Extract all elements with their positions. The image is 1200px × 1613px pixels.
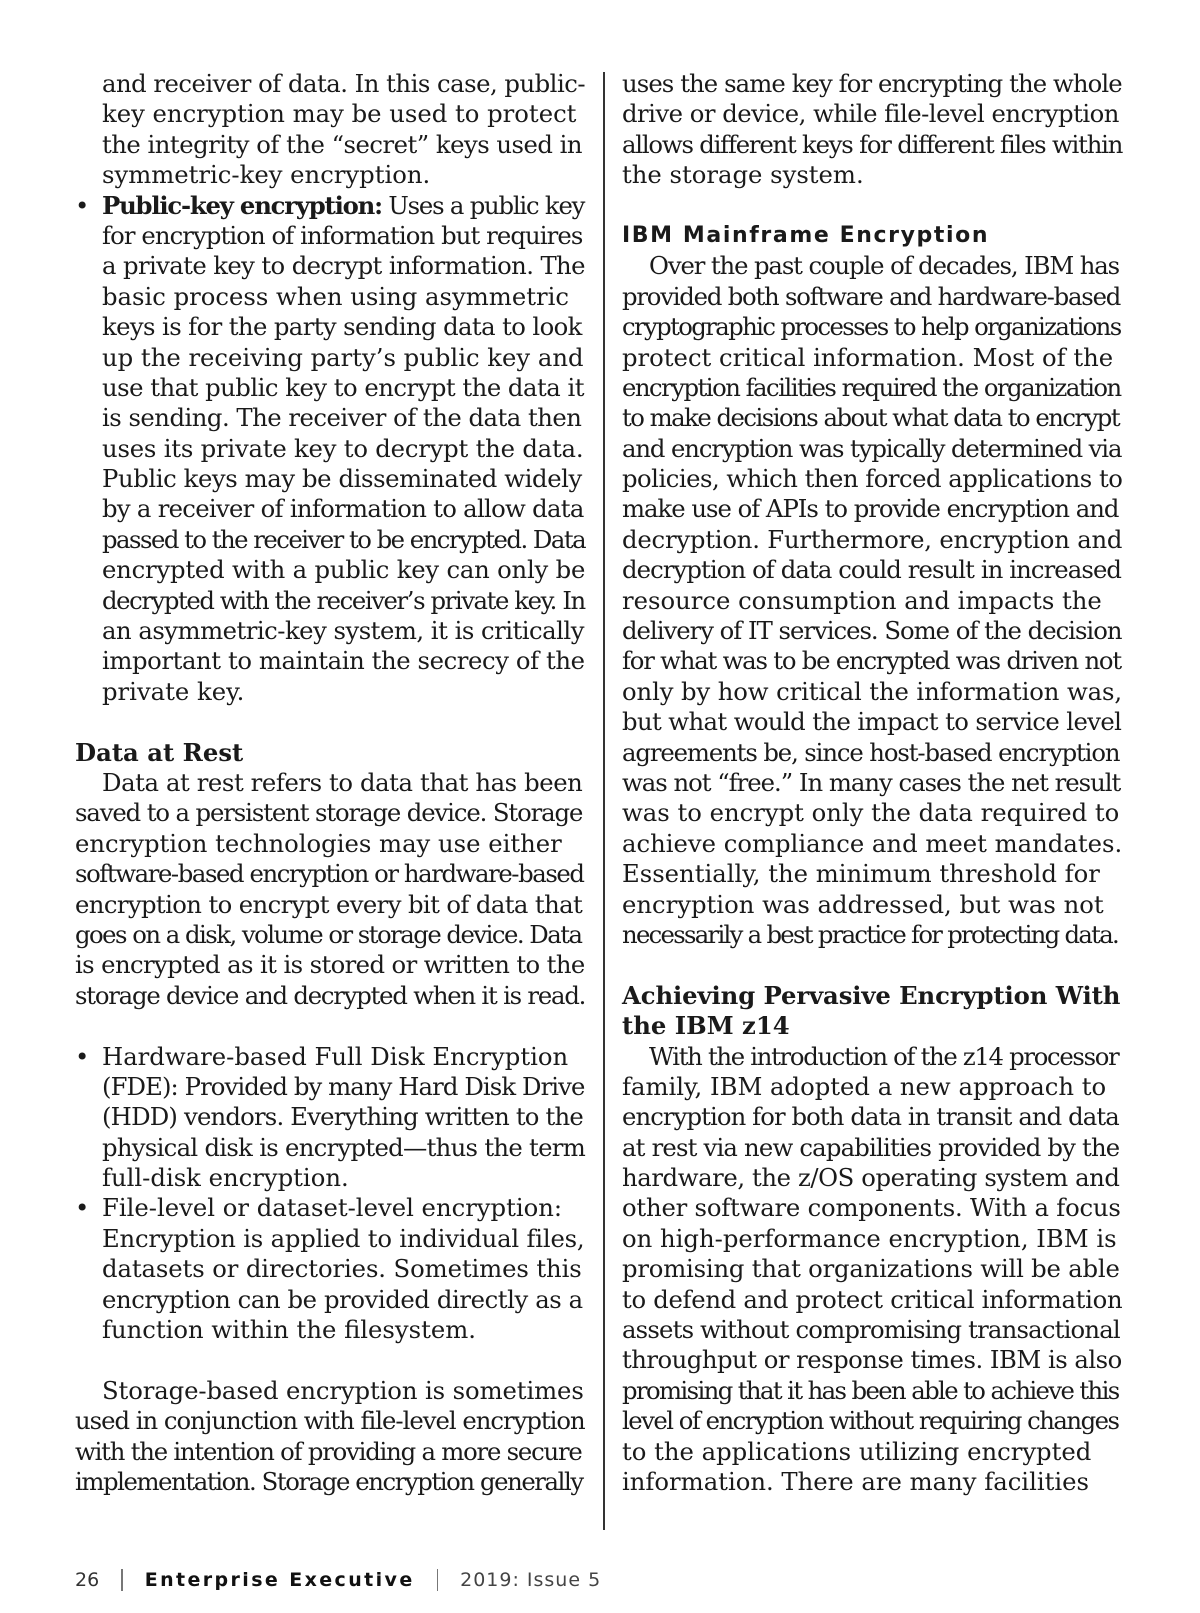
text-line: protect critical information. Most of the [622, 342, 1114, 372]
section-heading-ibm-mainframe-encryption: IBM Mainframe Encryption [622, 222, 990, 248]
text-line: storage device and decrypted when it is read. [75, 980, 586, 1010]
text-line: to defend and protect critical information [622, 1284, 1123, 1314]
text-line: Over the past couple of decades, IBM has [649, 251, 1120, 281]
text-line: was to encrypt only the data required to [622, 798, 1120, 828]
text-line: other software components. With a focus [622, 1193, 1121, 1223]
text-line: was not “free.” In many cases the net result [622, 767, 1121, 797]
bullet-dot-icon: • [75, 1193, 90, 1223]
text-line: uses its private key to decrypt the data. [102, 433, 584, 463]
z14-paragraph [622, 1042, 1122, 1498]
text-line: agreements be, since host-based encryption [622, 737, 1120, 767]
text-line: is encrypted as it is stored or written to the [75, 950, 585, 980]
spacer [75, 1345, 585, 1375]
right-continuation [622, 69, 1122, 191]
text-line: up the receiving party’s public key and [102, 342, 584, 372]
spacer [622, 191, 1122, 221]
text-line: Storage-based encryption is sometimes [102, 1375, 584, 1405]
text-line: encryption can be provided directly as a [102, 1284, 583, 1314]
text-line: provided both software and hardware-based [622, 281, 1121, 311]
text-line: Essentially, the minimum threshold for [622, 859, 1100, 889]
text-line: decrypted with the receiver’s private key. In [102, 585, 585, 615]
text-line: by a receiver of information to allow data [102, 494, 584, 524]
text-line: the storage system. [622, 160, 864, 190]
text-line: with the intention of providing a more secure [75, 1436, 582, 1466]
bullet-text: Hardware-based Full Disk Encryption [102, 1041, 569, 1071]
text-line: promising that organizations will be able [622, 1254, 1120, 1284]
text-line: throughput or response times. IBM is also [622, 1345, 1122, 1375]
text-line: the integrity of the “secret” keys used in [102, 129, 583, 159]
spacer [75, 1011, 585, 1041]
bullet-public-key-encryption [75, 191, 585, 708]
text-line: but what would the impact to service level [622, 707, 1122, 737]
bullet-first-line [75, 191, 585, 221]
bullet-dot-icon: • [75, 190, 89, 220]
text-line: keys is for the party sending data to look [102, 312, 582, 342]
text-line: drive or device, while file-level encryption [622, 99, 1119, 129]
data-at-rest-paragraph [75, 768, 585, 1011]
bullet-term: Public-key encryption: [102, 190, 382, 220]
text-line: for encryption of information but requires [102, 220, 583, 250]
bullet-full-disk-encryption [75, 1042, 585, 1194]
storage-encryption-paragraph [75, 1376, 585, 1498]
text-line: uses the same key for encrypting the whole [622, 69, 1122, 98]
heading-line: the IBM z14 [622, 1011, 790, 1041]
section-heading-data-at-rest: Data at Rest [75, 737, 244, 767]
text-line: software-based encryption or hardware-based [75, 859, 584, 889]
text-line: for what was to be encrypted was driven not [622, 646, 1121, 676]
text-line: is sending. The receiver of the data then [102, 403, 582, 433]
text-line: to the applications utilizing encrypted [622, 1436, 1092, 1466]
heading-line: Achieving Pervasive Encryption With [622, 980, 1121, 1010]
page-footer [75, 1568, 601, 1598]
spacer [75, 707, 585, 737]
text-line: saved to a persistent storage device. Storage [75, 798, 583, 828]
text-line: important to maintain the secrecy of the [102, 646, 585, 676]
text-line: encryption was addressed, but was not [622, 889, 1104, 919]
text-line: Data at rest refers to data that has been [102, 767, 583, 797]
magazine-title: Enterprise Executive [144, 1568, 415, 1591]
text-line: information. There are many facilities [622, 1466, 1089, 1496]
text-line: at rest via new capabilities provided by the [622, 1132, 1120, 1162]
text-line: resource consumption and impacts the [622, 585, 1102, 615]
text-line: and encryption was typically determined via [622, 433, 1122, 463]
text-line: necessarily a best practice for protecting data. [622, 919, 1119, 949]
text-line: Public keys may be disseminated widely [102, 464, 582, 494]
text-line: (HDD) vendors. Everything written to the [102, 1102, 583, 1132]
text-line: decryption of data could result in increased [622, 555, 1122, 585]
text-line: basic process when using asymmetric [102, 281, 569, 311]
bullet-file-level-encryption [75, 1193, 585, 1345]
text-line: allows different keys for different files within [622, 129, 1123, 159]
text-line: promising that it has been able to achieve this [622, 1375, 1119, 1405]
text-line: (FDE): Provided by many Hard Disk Drive [102, 1071, 585, 1101]
text-line: full-disk encryption. [102, 1163, 349, 1193]
text-line: private key. [102, 676, 245, 706]
bullet-dot-icon: • [75, 1041, 90, 1071]
text-line: encryption to encrypt every bit of data that [75, 889, 583, 919]
text-line: achieve compliance and meet mandates. [622, 828, 1123, 858]
text-line: encryption for both data in transit and data [622, 1102, 1119, 1132]
text-line: only by how critical the information was, [622, 676, 1123, 706]
text-line: passed to the receiver to be encrypted. Data [102, 524, 586, 554]
issue-label: 2019: Issue 5 [460, 1568, 602, 1591]
text-line: encryption facilities required the organization [622, 372, 1121, 402]
text-line: encrypted with a public key can only be [102, 555, 586, 585]
text-line: physical disk is encrypted—thus the term [102, 1132, 586, 1162]
spacer [622, 950, 1122, 980]
bullet-text: Uses a public key [381, 190, 585, 220]
text-line: encryption technologies may use either [75, 828, 562, 858]
page-number: 26 [75, 1568, 100, 1591]
bullet-text: File-level or dataset-level encryption: [102, 1193, 563, 1223]
text-line: With the introduction of the z14 processor [649, 1041, 1119, 1071]
text-line: used in conjunction with file-level encryption [75, 1406, 585, 1436]
text-line: datasets or directories. Sometimes this [102, 1254, 582, 1284]
text-line: hardware, the z/OS operating system and [622, 1163, 1120, 1193]
text-line: family, IBM adopted a new approach to [622, 1071, 1107, 1101]
text-line: to make decisions about what data to encrypt [622, 403, 1120, 433]
bullet-first-line [75, 1193, 585, 1223]
text-line: policies, which then forced applications to [622, 464, 1123, 494]
text-line: Encryption is applied to individual files, [102, 1223, 585, 1253]
ibm-mainframe-paragraph [622, 251, 1122, 950]
text-line: decryption. Furthermore, encryption and [622, 524, 1123, 554]
text-line: an asymmetric-key system, it is critically [102, 616, 584, 646]
footer-divider [121, 1569, 123, 1591]
text-line: assets without compromising transactional [622, 1315, 1120, 1345]
text-line: use that public key to encrypt the data it [102, 372, 584, 402]
text-line: goes on a disk, volume or storage device. Data [75, 919, 582, 949]
text-line: symmetric-key encryption. [102, 160, 431, 190]
text-line: function within the filesystem. [102, 1315, 476, 1345]
text-line: key encryption may be used to protect [102, 99, 577, 129]
left-column [75, 69, 585, 1497]
text-line: cryptographic processes to help organizations [622, 312, 1121, 342]
left-continuation [75, 69, 585, 191]
text-line: level of encryption without requiring changes [622, 1406, 1119, 1436]
text-line: and receiver of data. In this case, public- [102, 69, 586, 98]
right-column [622, 69, 1122, 1497]
text-line: implementation. Storage encryption generally [75, 1466, 583, 1496]
text-line: on high-performance encryption, IBM is [622, 1223, 1117, 1253]
text-line: a private key to decrypt information. The [102, 251, 585, 281]
bullet-first-line [75, 1042, 585, 1072]
column-divider [603, 72, 605, 1530]
footer-divider [437, 1569, 439, 1591]
section-heading-pervasive-encryption [622, 981, 1122, 1042]
text-line: delivery of IT services. Some of the decision [622, 616, 1122, 646]
text-line: make use of APIs to provide encryption and [622, 494, 1119, 524]
